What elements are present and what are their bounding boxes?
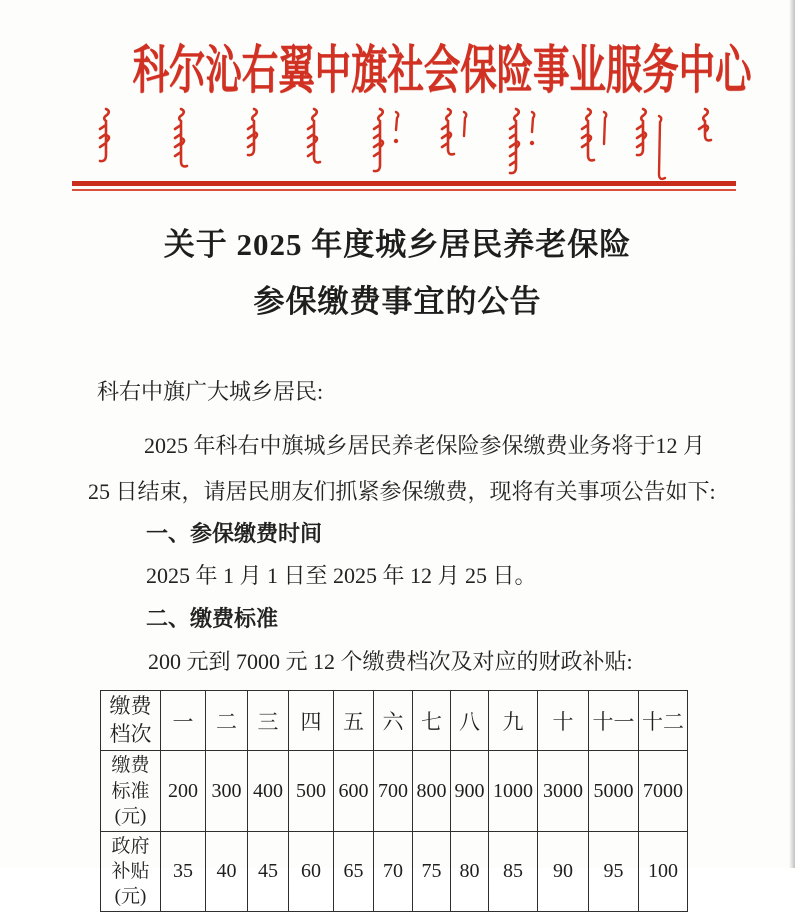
table-row-subsidies: [101, 831, 688, 911]
subsidy-cell: 100: [639, 831, 688, 911]
mongolian-script-column: [694, 106, 718, 150]
grade-cell: 一: [161, 691, 206, 751]
organization-letterhead: [0, 44, 795, 100]
standard-cell: 7000: [639, 751, 688, 831]
salutation: 科右中旗广大城乡居民:: [97, 379, 324, 404]
red-divider-thin: [72, 189, 736, 191]
subsidy-cell: 95: [589, 831, 639, 911]
red-divider-thick: [72, 181, 736, 186]
table-row-standards: [101, 751, 688, 831]
subsidy-cell: 40: [206, 831, 248, 911]
subsidy-cell: 80: [451, 831, 489, 911]
organization-name: 科尔沁右翼中旗社会保险事业服务中心: [132, 43, 752, 100]
payment-tiers-table: [100, 690, 688, 912]
row-label-grade: 缴费档次: [101, 691, 161, 751]
row-label-subsidy: 政府补贴(元): [101, 831, 161, 911]
standard-cell: 500: [289, 751, 334, 831]
table-row-grades: [101, 691, 688, 751]
section-one-heading: 一、参保缴费时间: [146, 521, 323, 546]
standard-cell: 600: [334, 751, 374, 831]
standard-cell: 200: [161, 751, 206, 831]
subsidy-cell: 45: [248, 831, 289, 911]
standard-cell: 5000: [589, 751, 639, 831]
grade-cell: 四: [289, 691, 334, 751]
mongolian-script-subcolumn: [389, 110, 405, 148]
row-label-standard: 缴费标准(元): [101, 751, 161, 831]
grade-cell: 九: [489, 691, 538, 751]
mongolian-script-subcolumn: [525, 110, 541, 150]
mongolian-script-column: [243, 106, 267, 164]
document-title-line2: 参保缴费事宜的公告: [253, 284, 542, 319]
grade-cell: 三: [248, 691, 289, 751]
standard-cell: 800: [413, 751, 451, 831]
paragraph-line-2: 25 日结束，请居民朋友们抓紧参保缴费，现将有关事项公告如下:: [88, 479, 716, 504]
mongolian-script-row: [0, 106, 795, 186]
mongolian-script-subcolumn: [597, 110, 613, 162]
subsidy-cell: 90: [538, 831, 589, 911]
subsidy-cell: 70: [374, 831, 413, 911]
section-two-heading: 二、缴费标准: [146, 606, 279, 631]
mongolian-script-column: [95, 106, 119, 170]
grade-cell: 七: [413, 691, 451, 751]
mongolian-script-column: [303, 106, 327, 172]
standard-cell: 1000: [489, 751, 538, 831]
subsidy-cell: 85: [489, 831, 538, 911]
grade-cell: 八: [451, 691, 489, 751]
standard-cell: 3000: [538, 751, 589, 831]
scanner-edge-shadow: [789, 0, 795, 868]
document-title: [0, 216, 795, 330]
subsidy-cell: 75: [413, 831, 451, 911]
subsidy-cell: 60: [289, 831, 334, 911]
tiers-intro: 200 元到 7000 元 12 个缴费档次及对应的财政补贴:: [148, 649, 633, 674]
standard-cell: 300: [206, 751, 248, 831]
payment-period: 2025 年 1 月 1 日至 2025 年 12 月 25 日。: [146, 563, 537, 588]
mongolian-script-subcolumn: [457, 110, 473, 154]
subsidy-cell: 35: [161, 831, 206, 911]
grade-cell: 十: [538, 691, 589, 751]
standard-cell: 700: [374, 751, 413, 831]
grade-cell: 二: [206, 691, 248, 751]
grade-cell: 五: [334, 691, 374, 751]
grade-cell: 十二: [639, 691, 688, 751]
paragraph-line-1: 2025 年科右中旗城乡居民养老保险参保缴费业务将于12 月: [144, 433, 706, 458]
grade-cell: 十一: [589, 691, 639, 751]
standard-cell: 400: [248, 751, 289, 831]
standard-cell: 900: [451, 751, 489, 831]
document-title-line1: 关于 2025 年度城乡居民养老保险: [163, 227, 632, 262]
mongolian-script-column: [170, 106, 194, 176]
grade-cell: 六: [374, 691, 413, 751]
subsidy-cell: 65: [334, 831, 374, 911]
